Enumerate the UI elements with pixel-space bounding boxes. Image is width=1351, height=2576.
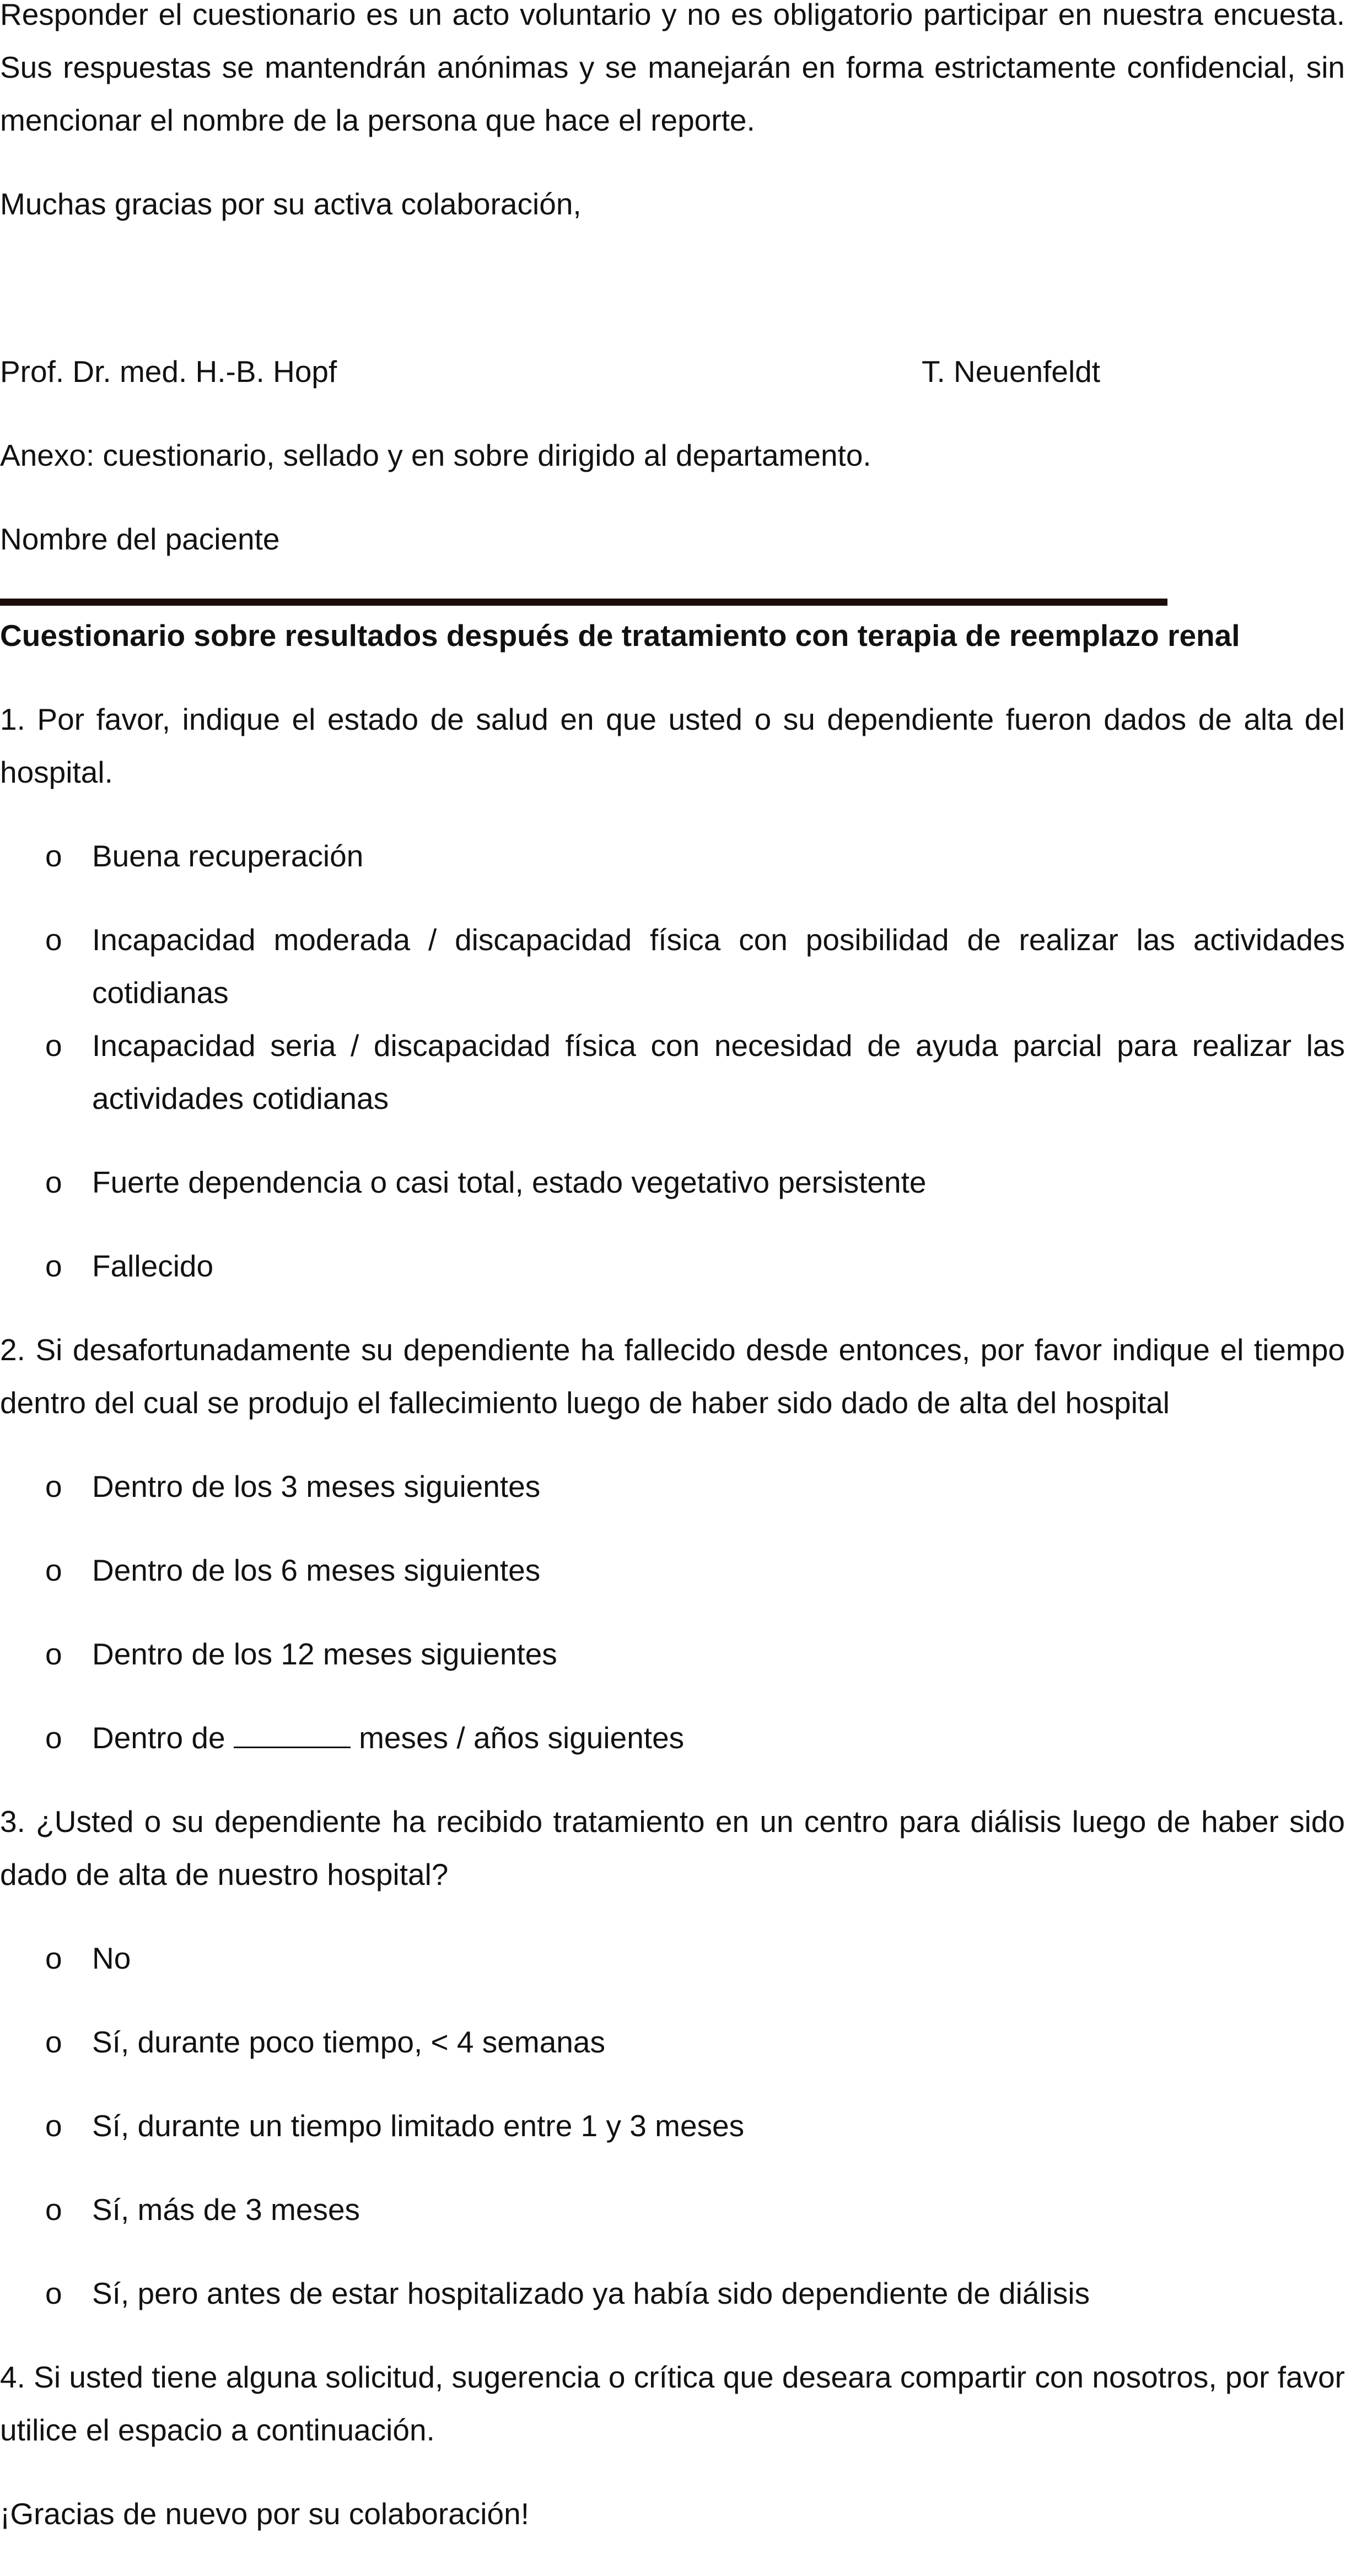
q3-option-already-dependent[interactable]: o Sí, pero antes de estar hospitalizado ya había sido dependiente de diálisis bbox=[0, 2267, 1345, 2320]
annex-line: Anexo: cuestionario, sellado y en sobre dirigido al departamento. bbox=[0, 438, 871, 472]
q1-option-deceased[interactable]: o Fallecido bbox=[0, 1240, 1345, 1292]
question-3: 3. ¿Usted o su dependiente ha recibido tratamiento en un centro para diálisis luego de haber sido dado de alta de nuestro hospital? bbox=[0, 1804, 1345, 1891]
checkbox-circle-icon[interactable]: o bbox=[45, 839, 62, 873]
intro-paragraph: Responder el cuestionario es un acto voluntario y no es obligatorio participar en nuestra encuesta. Sus respuestas se mantendrán anónimas y se manejarán en forma estrictamente confidencial, sin mencionar el nombre de la persona que hace el reporte. bbox=[0, 0, 1345, 137]
checkbox-circle-icon[interactable]: o bbox=[45, 1553, 62, 1587]
q2-option-6-months[interactable]: o Dentro de los 6 meses siguientes bbox=[0, 1544, 1345, 1597]
checkbox-circle-icon[interactable]: o bbox=[45, 1637, 62, 1671]
q1-option-strong-dependence[interactable]: o Fuerte dependencia o casi total, estado vegetativo persistente bbox=[0, 1156, 1345, 1209]
question-1: 1. Por favor, indique el estado de salud en que usted o su dependiente fueron dados de alta del hospital. bbox=[0, 702, 1345, 789]
signature-row bbox=[0, 345, 1345, 398]
signatory-left: Prof. Dr. med. H.-B. Hopf bbox=[0, 354, 337, 389]
checkbox-circle-icon[interactable]: o bbox=[45, 2109, 62, 2143]
period-blank-field[interactable] bbox=[234, 1722, 351, 1748]
patient-name-label: Nombre del paciente bbox=[0, 522, 280, 556]
question-4: 4. Si usted tiene alguna solicitud, sugerencia o crítica que deseara compartir con nosotros, por favor utilice el espacio a continuación. bbox=[0, 2360, 1345, 2447]
q3-option-limited-time[interactable]: o Sí, durante un tiempo limitado entre 1 y 3 meses bbox=[0, 2099, 1345, 2152]
checkbox-circle-icon[interactable]: o bbox=[45, 2025, 62, 2059]
questionnaire-title: Cuestionario sobre resultados después de tratamiento con terapia de reemplazo renal bbox=[0, 618, 1240, 653]
checkbox-circle-icon[interactable]: o bbox=[45, 1469, 62, 1503]
question-1-options bbox=[0, 829, 1345, 1292]
checkbox-circle-icon[interactable]: o bbox=[45, 1249, 62, 1283]
q3-option-no[interactable]: o No bbox=[0, 1932, 1345, 1985]
q2-option-custom-period[interactable]: o Dentro de meses / años siguientes bbox=[0, 1711, 1345, 1764]
checkbox-circle-icon[interactable]: o bbox=[45, 2192, 62, 2227]
checkbox-circle-icon[interactable]: o bbox=[45, 1028, 62, 1063]
thanks-line: Muchas gracias por su activa colaboración, bbox=[0, 187, 582, 221]
q2-option-12-months[interactable]: o Dentro de los 12 meses siguientes bbox=[0, 1627, 1345, 1680]
checkbox-circle-icon[interactable]: o bbox=[45, 1941, 62, 1975]
checkbox-circle-icon[interactable]: o bbox=[45, 2276, 62, 2310]
question-2-options bbox=[0, 1460, 1345, 1764]
q3-option-short-time[interactable]: o Sí, durante poco tiempo, < 4 semanas bbox=[0, 2015, 1345, 2068]
q1-option-severe-disability[interactable]: o Incapacidad seria / discapacidad física con necesidad de ayuda parcial para realizar las actividades cotidianas bbox=[0, 1019, 1345, 1125]
checkbox-circle-icon[interactable]: o bbox=[45, 923, 62, 957]
checkbox-circle-icon[interactable]: o bbox=[45, 1165, 62, 1199]
q3-option-more-than-3-months[interactable]: o Sí, más de 3 meses bbox=[0, 2183, 1345, 2236]
checkbox-circle-icon[interactable]: o bbox=[45, 1721, 62, 1755]
closing-line: ¡Gracias de nuevo por su colaboración! bbox=[0, 2497, 529, 2531]
q1-option-good-recovery[interactable]: o Buena recuperación bbox=[0, 829, 1345, 882]
question-3-options bbox=[0, 1932, 1345, 2320]
q2-option-3-months[interactable]: o Dentro de los 3 meses siguientes bbox=[0, 1460, 1345, 1513]
q1-option-moderate-disability[interactable]: o Incapacidad moderada / discapacidad física con posibilidad de realizar las actividades cotidianas bbox=[0, 913, 1345, 1019]
signatory-right: T. Neuenfeldt bbox=[922, 354, 1101, 389]
separator-rule bbox=[0, 599, 1167, 606]
question-2: 2. Si desafortunadamente su dependiente ha fallecido desde entonces, por favor indique el tiempo dentro del cual se produjo el fallecimiento luego de haber sido dado de alta del hospital bbox=[0, 1333, 1345, 1420]
